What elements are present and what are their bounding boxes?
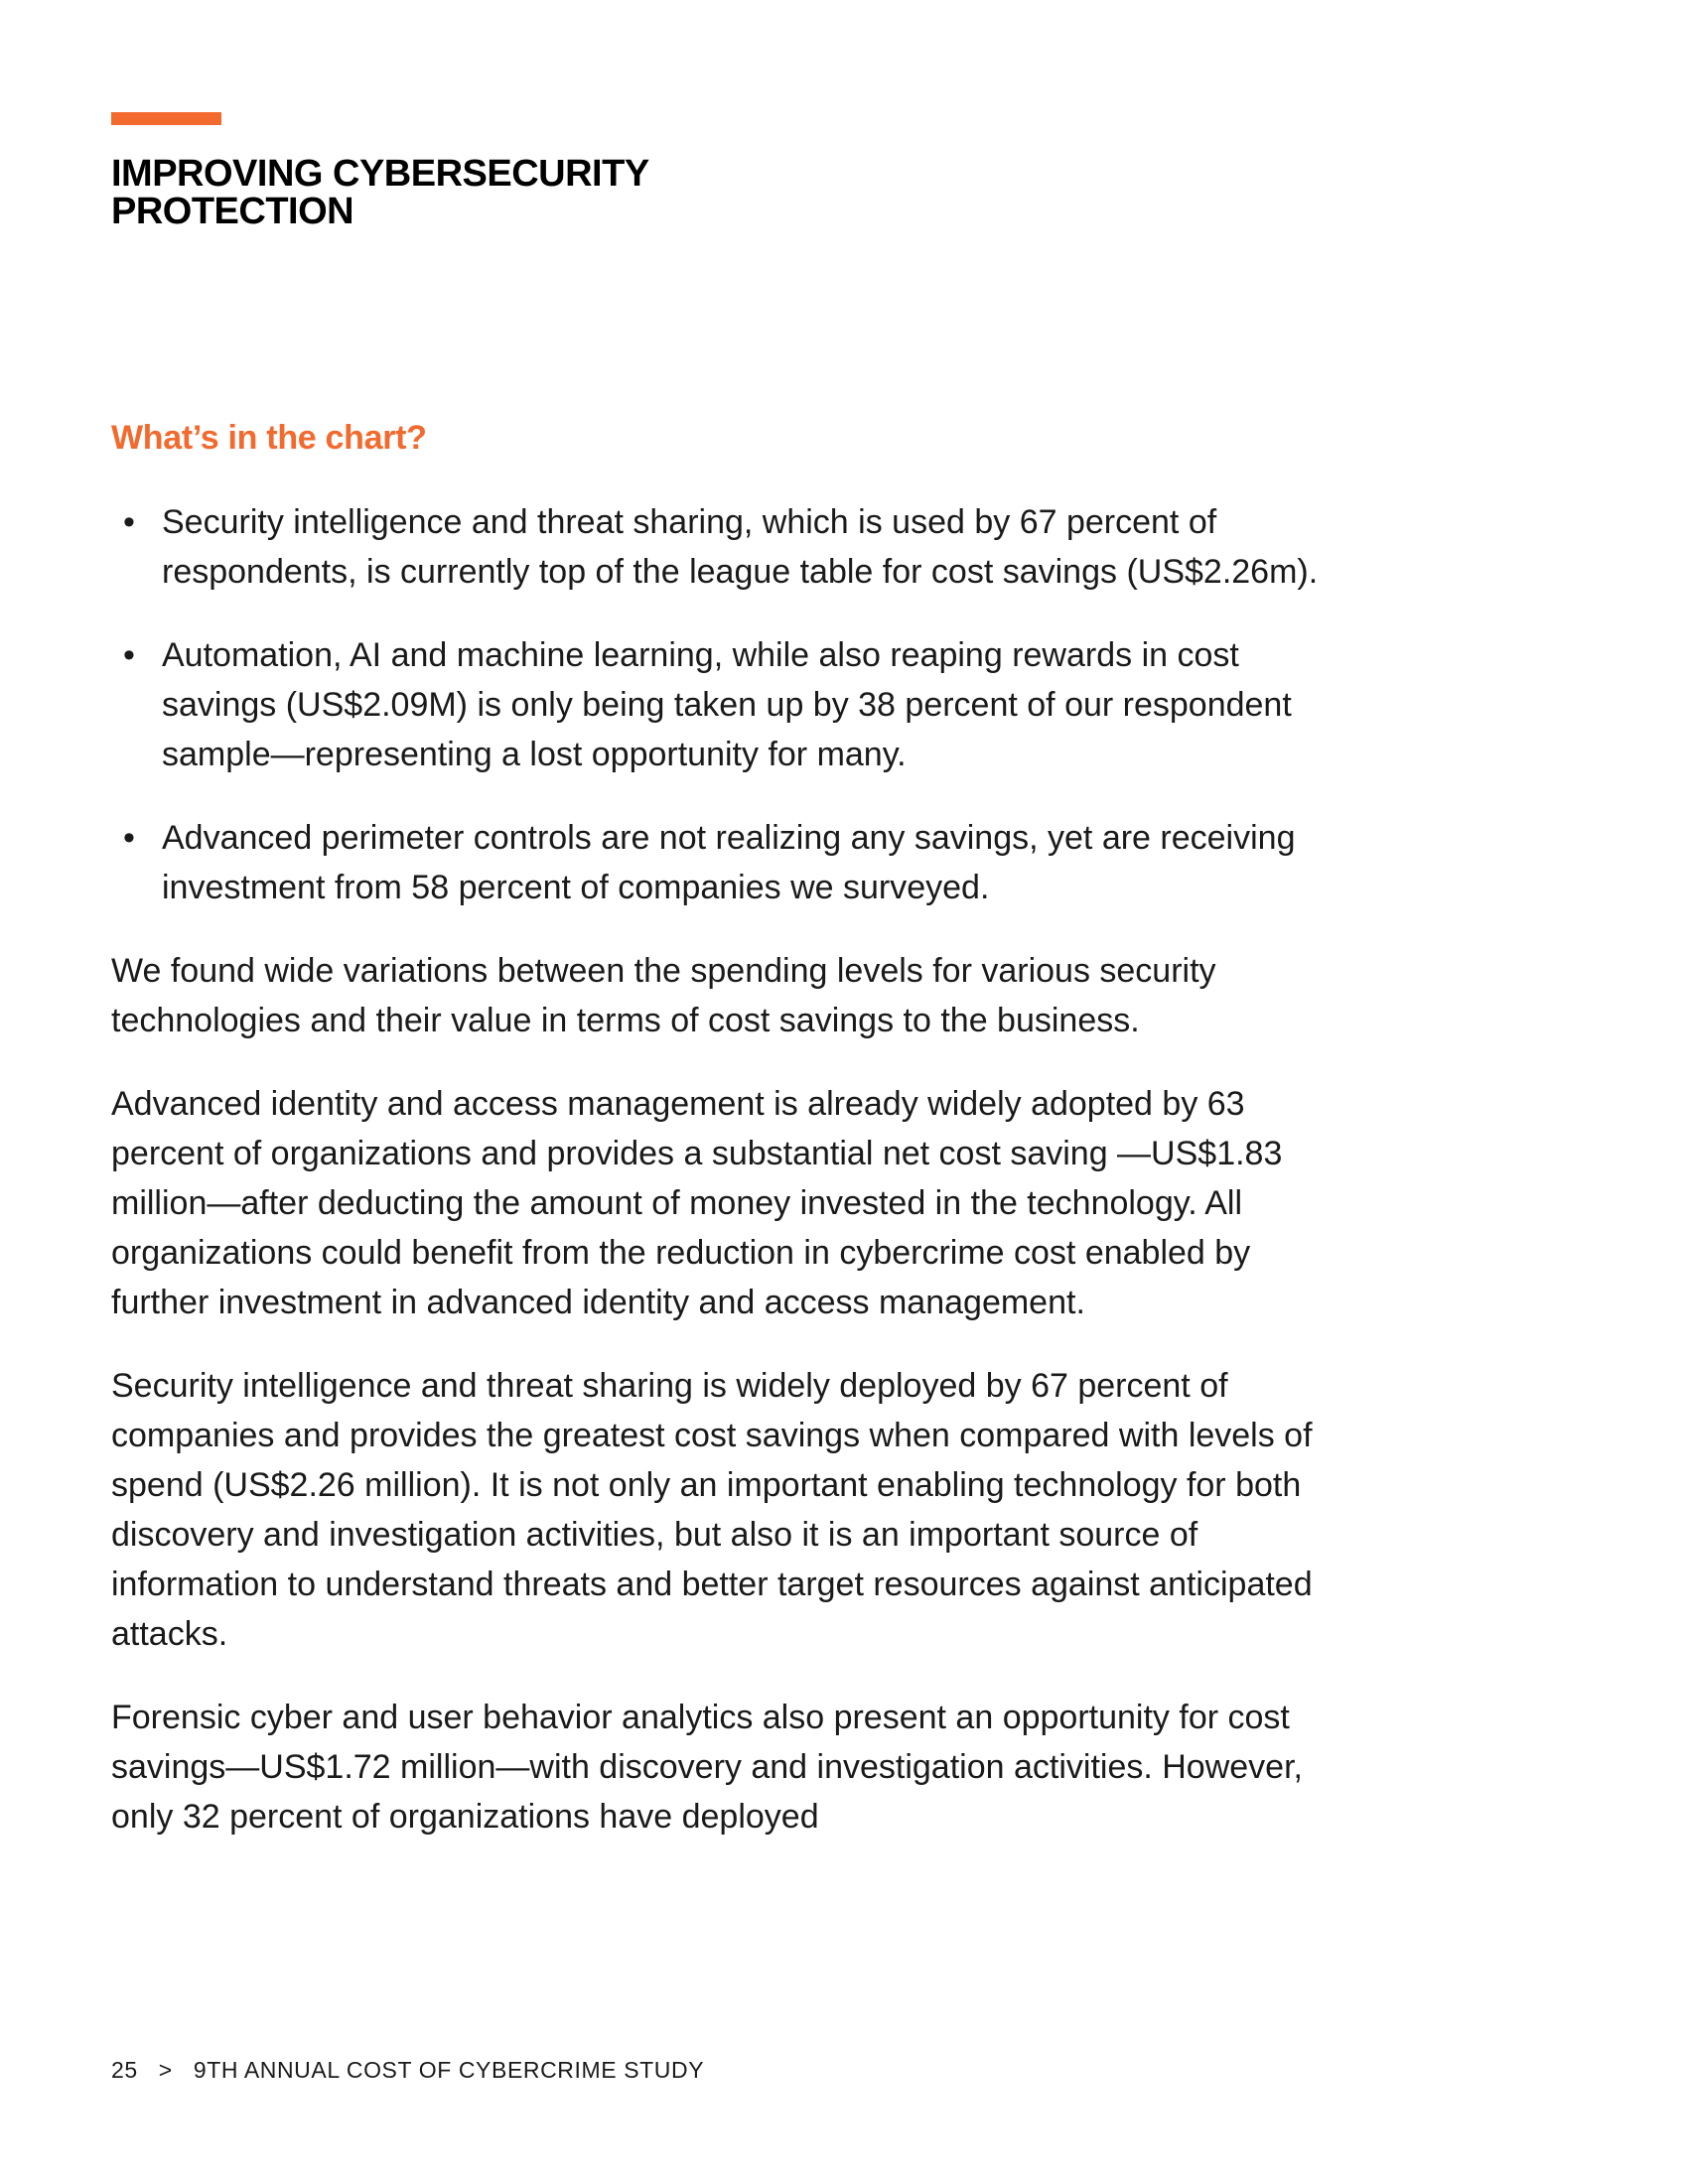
page-number: 25 <box>111 2057 138 2083</box>
bullet-item <box>111 813 1333 912</box>
accent-bar <box>111 112 221 125</box>
page-footer <box>111 2055 704 2085</box>
page-title-line: PROTECTION <box>111 191 354 232</box>
page-title <box>111 155 906 230</box>
body-content <box>111 497 1333 1875</box>
bullet-text: Advanced perimeter controls are not realizing any savings, yet are receiving investment from 58 percent of companies we surveyed. <box>162 819 1296 906</box>
bullet-item <box>111 497 1333 597</box>
page-title-line: IMPROVING CYBERSECURITY <box>111 153 649 195</box>
bullet-item <box>111 630 1333 779</box>
bullet-dot-icon: • <box>123 819 135 857</box>
bullet-dot-icon: • <box>123 636 135 674</box>
section-heading: What’s in the chart? <box>111 419 427 457</box>
bullet-list <box>111 497 1333 912</box>
bullet-text: Security intelligence and threat sharing, which is used by 67 percent of respondents, is currently top of the league table for cost savings (US$2.26m). <box>162 503 1319 591</box>
body-paragraph: Security intelligence and threat sharing is widely deployed by 67 percent of companies and provides the greatest cost savings when compared with levels of spend (US$2.26 million). It is not only an important enabling technology for both discovery and investigation activities, but also it is an important source of information to understand threats and better target resources against anticipated attacks. <box>111 1367 1313 1653</box>
body-paragraph: Advanced identity and access management is already widely adopted by 63 percent of organizations and provides a substantial net cost saving —US$1.83 million—after deducting the amount of money invested in the technology. All organizations could benefit from the reduction in cybercrime cost enabled by further investment in advanced identity and access management. <box>111 1085 1283 1321</box>
bullet-dot-icon: • <box>123 503 135 541</box>
footer-separator: > <box>158 2057 173 2083</box>
body-paragraph: Forensic cyber and user behavior analytics also present an opportunity for cost savings—US$1.72 million—with discovery and investigation activities. However, only 32 percent of organizations have deployed <box>111 1699 1303 1836</box>
body-paragraph: We found wide variations between the spending levels for various security technologies and their value in terms of cost savings to the business. <box>111 952 1216 1039</box>
publication-title: 9TH ANNUAL COST OF CYBERCRIME STUDY <box>193 2057 705 2083</box>
bullet-text: Automation, AI and machine learning, while also reaping rewards in cost savings (US$2.09M) is only being taken up by 38 percent of our respondent sample—representing a lost opportunity for many. <box>162 636 1292 773</box>
